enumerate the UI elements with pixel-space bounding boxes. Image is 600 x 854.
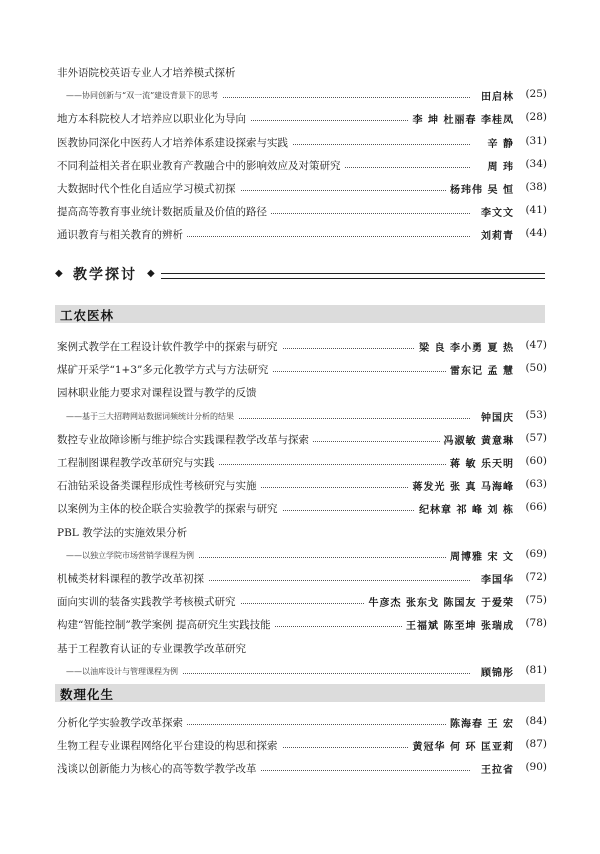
entry-author: 李 坤 杜丽春 李桂凤 [409,111,514,126]
entry-title: 机械类材料课程的教学改革初探 [57,571,208,586]
toc-entry[interactable] [0,592,600,612]
entry-page-number: (44) [525,227,547,240]
main-heading-label: 教学探讨 [73,267,137,283]
entry-title: 大数据时代个性化自适应学习模式初探 [57,181,240,196]
entry-title: 以案例为主体的校企联合实验教学的探索与研究 [57,501,282,516]
entry-page-number: (25) [525,88,547,101]
entry-page-number: (78) [525,617,547,630]
toc-entry[interactable] [0,63,600,83]
entry-page-number: (47) [525,339,547,351]
entry-page-number: (34) [525,157,547,170]
entry-author: 蒋发光 张 真 马海峰 [409,478,514,493]
entry-author: 黄冠华 何 环 匡亚莉 [409,738,514,753]
entry-page-number: (41) [525,204,547,217]
toc-entry[interactable] [0,133,600,153]
entry-page-number: (90) [525,761,547,774]
entry-page-number: (38) [525,181,547,193]
entry-page-number: (28) [525,111,547,124]
toc-entry[interactable] [0,202,600,222]
entry-page-number: (60) [525,455,547,467]
entry-page-number: (69) [525,547,547,560]
entry-page-number: (63) [525,478,547,491]
entry-subtitle: ——以独立学院市场营销学课程为例 [66,550,198,561]
entry-author: 周 玮 [484,158,514,173]
toc-entry[interactable] [0,383,600,403]
entry-page-number: (50) [525,362,547,375]
entry-title: 不同利益相关者在职业教育产教融合中的影响效应及对策研究 [57,158,345,173]
entry-author: 周博雅 宋 文 [446,548,514,563]
entry-author: 辛 静 [484,135,514,150]
entry-page-number: (87) [525,738,547,751]
toc-entry[interactable] [0,476,600,496]
entry-author: 牛彦杰 张东戈 陈国友 于爱荣 [365,594,514,609]
entry-author: 杨玮伟 吴 恒 [446,181,514,196]
toc-subtitle-entry[interactable] [0,662,600,682]
entry-page-number: (66) [525,501,547,514]
toc-subtitle-entry[interactable] [0,86,600,106]
entry-page-number: (57) [525,431,547,444]
entry-author: 冯淑敏 黄意琳 [440,432,514,447]
entry-title: 提高高等教育事业统计数据质量及价值的路径 [57,204,271,219]
entry-title: 地方本科院校人才培养应以职业化为导向 [57,111,250,126]
entry-author: 王福斌 陈至坤 张瑞成 [402,617,514,632]
entry-page-number: (84) [525,715,547,727]
entry-title: 分析化学实验教学改革探索 [57,715,187,730]
entry-subtitle: ——协同创新与“双一流”建设背景下的思考 [66,90,222,101]
entry-page-number: (81) [525,663,547,676]
entry-title: 构建“智能控制”教学案例 提高研究生实践技能 [57,617,275,632]
toc-entry[interactable] [0,430,600,450]
entry-title: 生物工程专业课程网络化平台建设的构思和探索 [57,738,282,753]
toc-subtitle-entry[interactable] [0,407,600,427]
entry-title: 煤矿开采学“1+3”多元化教学方式与方法研究 [57,362,272,377]
entry-author: 王拉省 [477,761,514,776]
toc-entry[interactable] [0,453,600,473]
toc-entry[interactable] [0,639,600,659]
entry-page-number: (72) [525,571,547,583]
entry-author: 刘莉青 [477,227,514,242]
toc-entry[interactable] [0,615,600,635]
toc-subtitle-entry[interactable] [0,546,600,566]
entry-author: 陈海春 王 宏 [446,715,514,730]
entry-subtitle: ——基于三大招聘网站数据词频统计分析的结果 [66,411,238,422]
entry-page-number: (31) [525,134,547,147]
entry-title: 通识教育与相关教育的辨析 [57,227,187,242]
toc-entry[interactable] [0,225,600,245]
entry-author: 钟国庆 [477,409,514,424]
entry-title: 工程制图课程教学改革研究与实践 [57,455,219,470]
toc-entry[interactable] [0,156,600,176]
toc-entry[interactable] [0,713,600,733]
entry-author: 田启林 [477,88,514,103]
toc-entry[interactable] [0,736,600,756]
entry-title: 医教协同深化中医药人才培养体系建设探索与实践 [57,135,292,150]
entry-title: 园林职业能力要求对课程设置与教学的反馈 [57,385,261,400]
toc-entry[interactable] [0,179,600,199]
toc-entry[interactable] [0,569,600,589]
main-section-heading [55,264,545,286]
section-header-shulihuasheng [55,684,545,702]
toc-entry[interactable] [0,523,600,543]
entry-title: 浅谈以创新能力为核心的高等数学教学改革 [57,761,261,776]
entry-title: 非外语院校英语专业人才培养模式探析 [57,65,240,80]
entry-page-number: (75) [525,594,547,607]
entry-author: 蒋 敏 乐天明 [446,455,514,470]
entry-author: 梁 良 李小勇 夏 热 [415,339,514,354]
entry-title: 案例式教学在工程设计软件教学中的探索与研究 [57,339,282,354]
entry-title: 基于工程教育认证的专业课教学改革研究 [57,641,250,656]
section-label: 工农医林 [60,308,115,323]
entry-title: 数控专业故障诊断与维护综合实践课程教学改革与探索 [57,432,313,447]
entry-author: 李国华 [477,571,514,586]
entry-author: 李文文 [477,204,514,219]
toc-entry[interactable] [0,109,600,129]
entry-title: 石油钻采设备类课程形成性考核研究与实施 [57,478,261,493]
section-header-gongnongyilin [55,305,545,323]
entry-author: 纪林章 祁 峰 刘 栋 [415,501,514,516]
entry-author: 顾锦彤 [477,664,514,679]
toc-entry[interactable] [0,499,600,519]
heading-rule [161,273,545,279]
section-label: 数理化生 [60,687,115,702]
diamond-icon: ◆ [147,268,155,279]
entry-page-number: (53) [525,408,547,421]
toc-entry[interactable] [0,759,600,779]
entry-title: PBL 教学法的实施效果分析 [57,525,191,540]
entry-title: 面向实训的装备实践教学考核模式研究 [57,594,240,609]
toc-entry[interactable] [0,360,600,380]
entry-subtitle: ——以油库设计与管理课程为例 [66,666,182,677]
toc-entry[interactable] [0,337,600,357]
diamond-icon: ◆ [55,268,63,279]
entry-author: 雷东记 孟 慧 [446,362,514,377]
